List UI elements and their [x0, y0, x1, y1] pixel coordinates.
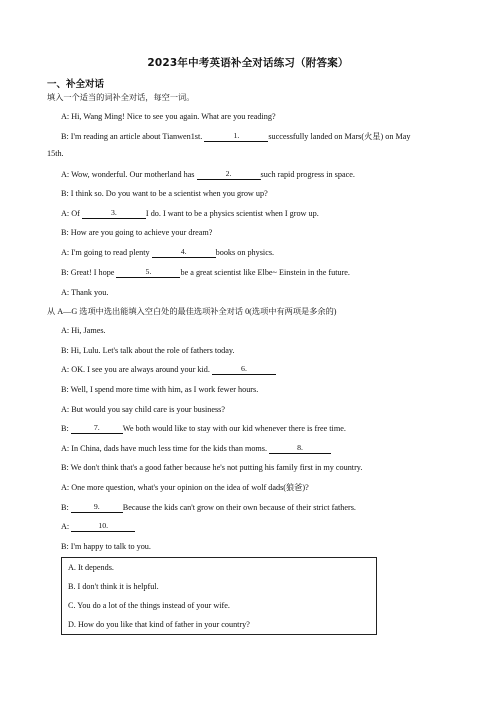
- section1-instructions: 填入一个适当的词补全对话，每空一词。: [47, 93, 195, 102]
- section-heading: 一、补全对话: [47, 79, 105, 90]
- dialogue-line: B: 9. Because the kids can't grow on their own because of their strict fathers.: [61, 502, 356, 512]
- dialogue-line: A: OK. I see you are always around your kid. 6.: [61, 364, 276, 375]
- answer-blank[interactable]: 4.: [152, 247, 216, 258]
- dialogue-line: A: Thank you.: [61, 288, 109, 297]
- dialogue-line: A: Hi, James.: [61, 326, 106, 335]
- answer-blank[interactable]: 2.: [197, 169, 261, 180]
- page-title: 2023年中考英语补全对话练习（附答案）: [147, 57, 349, 69]
- answer-blank[interactable]: 7.: [71, 423, 123, 434]
- dialogue-line: B: We don't think that's a good father because he's not putting his family first in my country.: [61, 463, 363, 472]
- dialogue-line: B: 7. We both would like to stay with our kid whenever there is free time.: [61, 423, 346, 433]
- answer-blank[interactable]: 5.: [116, 267, 180, 278]
- options-box: [61, 557, 377, 635]
- answer-blank[interactable]: 1.: [204, 131, 268, 142]
- answer-blank[interactable]: 10.: [71, 521, 135, 532]
- dialogue-line: A: One more question, what's your opinion on the idea of wolf dads(狼爸)?: [61, 483, 309, 492]
- dialogue-line-continued: 15th.: [47, 149, 64, 158]
- option-d: D. How do you like that kind of father in your country?: [68, 620, 250, 629]
- option-a: A. It depends.: [68, 563, 114, 572]
- dialogue-line: A: 10.: [61, 521, 135, 532]
- answer-blank[interactable]: 8.: [269, 443, 331, 454]
- dialogue-line: B: How are you going to achieve your dream?: [61, 228, 213, 237]
- answer-blank[interactable]: 3.: [82, 208, 146, 219]
- dialogue-line: B: I'm happy to talk to you.: [61, 542, 151, 551]
- dialogue-line: B: I'm reading an article about Tianwen1st. 1. successfully landed on Mars(火星) on May: [61, 131, 411, 141]
- dialogue-line: A: Wow, wonderful. Our motherland has 2. such rapid progress in space.: [61, 169, 355, 179]
- option-c: C. You do a lot of the things instead of your wife.: [68, 601, 230, 610]
- dialogue-line: A: Hi, Wang Ming! Nice to see you again. What are you reading?: [61, 112, 276, 121]
- dialogue-line: A: In China, dads have much less time for the kids than moms. 8.: [61, 443, 331, 454]
- dialogue-line: A: I'm going to read plenty 4. books on physics.: [61, 247, 275, 257]
- dialogue-line: B: I think so. Do you want to be a scientist when you grow up?: [61, 189, 268, 198]
- dialogue-line: B: Hi, Lulu. Let's talk about the role of fathers today.: [61, 346, 235, 355]
- dialogue-line: A: But would you say child care is your business?: [61, 405, 225, 414]
- dialogue-line: B: Great! I hope 5. be a great scientist like Elbe~ Einstein in the future.: [61, 267, 350, 277]
- answer-blank[interactable]: 9.: [71, 502, 123, 513]
- dialogue-line: B: Well, I spend more time with him, as I work fewer hours.: [61, 385, 259, 394]
- section2-instructions: 从 A—G 选项中选出能填入空白处的最佳选项补全对话 0(选项中有两项是多余的): [47, 307, 337, 316]
- option-b: B. I don't think it is helpful.: [68, 582, 159, 591]
- dialogue-line: A: Of 3. I do. I want to be a physics scientist when I grow up.: [61, 208, 319, 218]
- answer-blank[interactable]: 6.: [212, 364, 276, 375]
